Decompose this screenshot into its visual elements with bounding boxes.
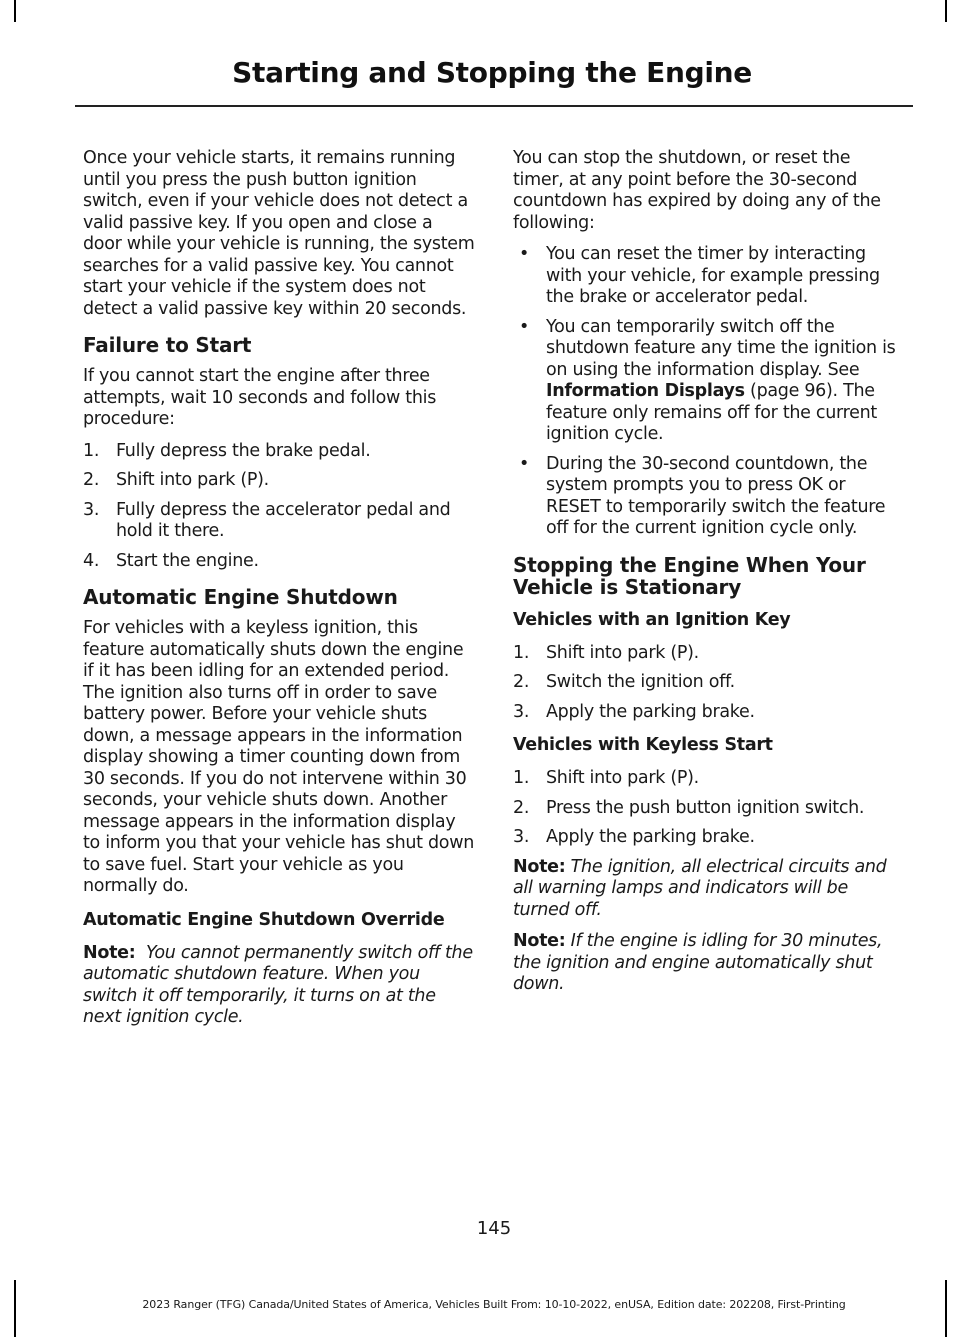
- keyless-step: [513, 768, 905, 790]
- note-text: The ignition, all electrical circuits and all warning lamps and indicators will be turned off.: [513, 856, 887, 920]
- step-text: Press the push button ignition switch.: [546, 797, 865, 818]
- left-column: [83, 148, 475, 1039]
- bullet-text: You can temporarily switch off the shutdown feature any time the ignition is on using the information display. See: [546, 316, 896, 380]
- key-step: [513, 702, 905, 724]
- failure-to-start-heading: Failure to Start: [83, 333, 252, 357]
- failure-step: [83, 470, 475, 492]
- failure-to-start-text: If you cannot start the engine after three attempts, wait 10 seconds and follow this procedure:: [83, 366, 437, 429]
- bullet-item: [513, 454, 905, 540]
- key-step: [513, 672, 905, 694]
- idle-shutdown-note: [513, 931, 905, 996]
- step-number: 1.: [513, 768, 530, 788]
- step-number: 2.: [513, 672, 530, 692]
- shutdown-override-heading: Automatic Engine Shutdown Override: [83, 909, 445, 930]
- keyless-step: [513, 798, 905, 820]
- bullet-text: During the 30-second countdown, the system prompts you to press OK or RESET to temporarily switch the feature off for the current ignition cycle only.: [546, 453, 886, 538]
- step-text: Shift into park (P).: [116, 470, 269, 490]
- step-number: 1.: [513, 642, 530, 663]
- ignition-key-subheading: Vehicles with an Ignition Key: [513, 609, 791, 630]
- bullet-mark: •: [519, 244, 530, 264]
- automatic-shutdown-text: For vehicles with a keyless ignition, this feature automatically shuts down the engine if it has been idling for an extended period. The ignition also turns off in order to save battery power. Before your vehicle shuts down, a message appears in the information display showing a timer counting down from 30 seconds. If you do not intervene within 30 seconds, your vehicle shuts down. Another message appears in the information display to inform you that your vehicle has shut down to save fuel. Start your vehicle as you normally do.: [83, 618, 475, 896]
- bullet-text: (page 96). The feature only remains off for the current ignition cycle.: [546, 381, 877, 444]
- bullet-item: [513, 244, 905, 309]
- crop-mark-top-right-vertical: [945, 0, 947, 22]
- note-label: Note:: [513, 856, 566, 877]
- edition-footer: 2023 Ranger (TFG) Canada/United States of America, Vehicles Built From: 10-10-2022, enUSA, Edition date: 202208, First-Printing: [142, 1298, 846, 1311]
- page-number: 145: [476, 1218, 512, 1239]
- step-number: 2.: [513, 797, 530, 818]
- bullet-item: [513, 317, 905, 446]
- bullet-text: You can reset the timer by interacting with your vehicle, for example pressing the brake or accelerator pedal.: [546, 244, 880, 307]
- key-step: [513, 643, 905, 665]
- step-number: 3.: [83, 499, 100, 520]
- failure-steps-list: [83, 441, 475, 573]
- step-text: Shift into park (P).: [546, 642, 699, 663]
- ignition-off-note: [513, 857, 905, 922]
- step-number: 3.: [513, 701, 530, 722]
- intro-paragraph: Once your vehicle starts, it remains running until you press the push button ignition switch, even if your vehicle does not detect a valid passive key. If you open and close a door while your vehicle is running, the system searches for a valid passive key. You cannot start your vehicle if the system does not detect a valid passive key within 20 seconds.: [83, 148, 475, 319]
- step-text: Apply the parking brake.: [546, 827, 755, 847]
- information-displays-link[interactable]: Information Displays: [546, 381, 745, 401]
- step-number: 1.: [83, 440, 100, 461]
- failure-step: [83, 441, 475, 463]
- note-text: You cannot permanently switch off the automatic shutdown feature. When you switch it off temporarily, it turns on at the next ignition cycle.: [83, 942, 473, 1027]
- step-text: Switch the ignition off.: [546, 672, 735, 692]
- step-number: 4.: [83, 550, 100, 571]
- note-label: Note:: [513, 931, 566, 951]
- keyless-start-subheading: Vehicles with Keyless Start: [513, 735, 773, 755]
- keyless-step: [513, 827, 905, 849]
- step-text: Apply the parking brake.: [546, 701, 755, 722]
- automatic-shutdown-heading: Automatic Engine Shutdown: [83, 585, 398, 609]
- step-text: Shift into park (P).: [546, 768, 699, 788]
- stopping-engine-heading: Stopping the Engine When Your Vehicle is Stationary: [513, 552, 866, 599]
- step-number: 3.: [513, 827, 530, 847]
- right-column: [513, 148, 905, 1006]
- step-text: Start the engine.: [116, 550, 259, 571]
- keyless-start-steps: [513, 768, 905, 849]
- bullet-mark: •: [519, 316, 530, 337]
- step-text: Fully depress the brake pedal.: [116, 440, 371, 461]
- header-divider: [75, 105, 913, 107]
- step-text: Fully depress the accelerator pedal and hold it there.: [116, 499, 451, 541]
- crop-mark-top-left-vertical: [14, 0, 16, 22]
- ignition-key-steps: [513, 643, 905, 724]
- failure-step: [83, 500, 475, 543]
- step-number: 2.: [83, 470, 100, 490]
- page-title: Starting and Stopping the Engine: [232, 56, 752, 89]
- shutdown-override-note: [83, 943, 475, 1029]
- bullet-mark: •: [519, 453, 530, 474]
- note-text: If the engine is idling for 30 minutes, the ignition and engine automatically shut down.: [513, 931, 883, 994]
- stop-shutdown-bullets: [513, 244, 905, 540]
- stop-shutdown-intro: You can stop the shutdown, or reset the timer, at any point before the 30-second countdown has expired by doing any of the following:: [513, 148, 881, 233]
- note-label: Note:: [83, 942, 136, 963]
- failure-step: [83, 551, 475, 573]
